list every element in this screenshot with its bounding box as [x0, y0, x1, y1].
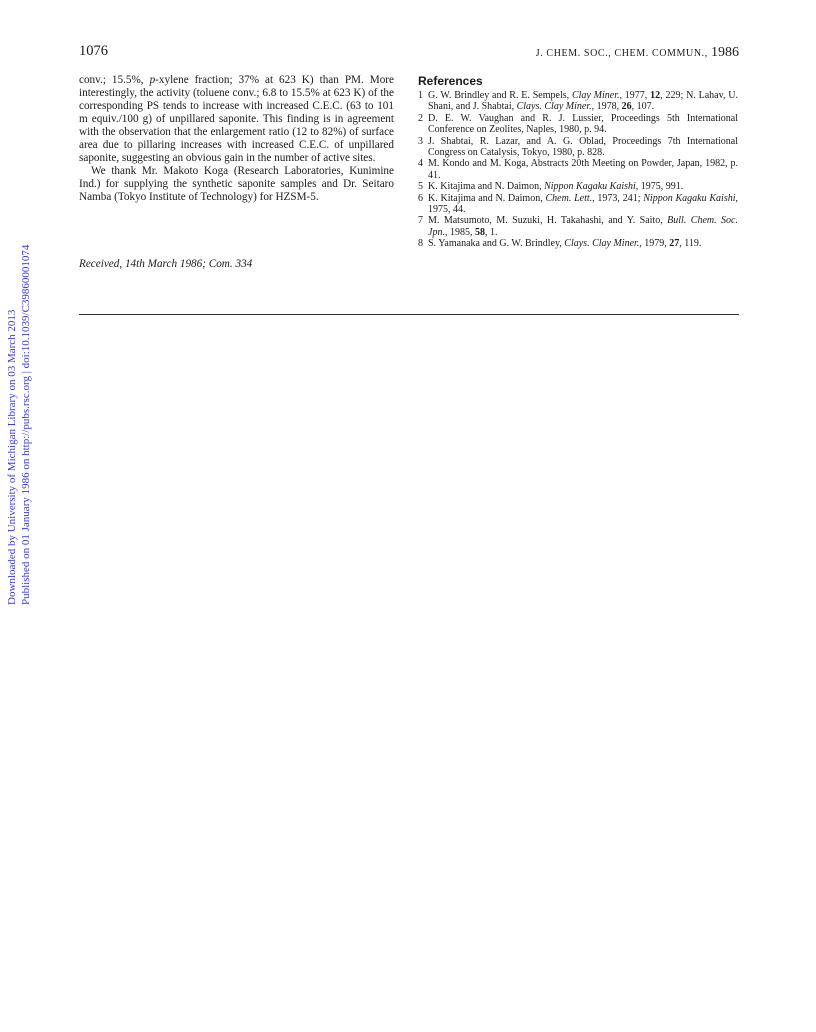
reference-item: 1 G. W. Brindley and R. E. Sempels, Clay Miner., 1977, 12, 229; N. Lahav, U. Shani, and J. Shabtai, Clays. Clay Miner., 1978, 26, 107.	[418, 90, 738, 113]
page-number: 1076	[79, 43, 108, 59]
reference-item: 8 S. Yamanaka and G. W. Brindley, Clays. Clay Miner., 1979, 27, 119.	[418, 238, 702, 250]
references-list	[418, 90, 738, 250]
received-line: Received, 14th March 1986; Com. 334	[79, 258, 253, 270]
journal-name: J. CHEM. SOC., CHEM. COMMUN.,	[535, 48, 708, 59]
reference-item: 3 J. Shabtai, R. Lazar, and A. G. Oblad, Proceedings 7th International Congress on Catalysis, Tokyo, 1980, p. 828.	[418, 135, 738, 159]
doi-link[interactable]: Published on 01 January 1986 on http://pubs.rsc.org | doi:10.1039/C39860001074	[20, 244, 32, 605]
journal-year: 1986	[711, 45, 739, 60]
bottom-rule	[79, 314, 739, 315]
reference-item: 4 M. Kondo and M. Koga, Abstracts 20th Meeting on Powder, Japan, 1982, p. 41.	[418, 158, 738, 181]
acknowledgement-paragraph: We thank Mr. Makoto Koga (Research Laboratories, Kunimine Ind.) for supplying the synthetic saponite samples and Dr. Seitaro Namba (Tokyo Institute of Technology) for HZSM-5.	[79, 165, 394, 203]
download-line: Downloaded by University of Michigan Library on 03 March 2013	[6, 309, 18, 605]
body-paragraph-1: conv.; 15.5%, p-xylene fraction; 37% at 623 K) than PM. More interestingly, the activity (toluene conv.; 6.8 to 15.5% at 623 K) of the corresponding PS tends to increase with increased C.E.C. (63 to 101 m equiv./100 g) of unpillared saponite. This finding is in agreement with the observation that the enlargement ratio (12 to 82%) of surface area due to pillaring increases with increased C.E.C. of unpillared saponite, suggesting an obvious gain in the number of active sites.	[79, 74, 394, 164]
reference-item: 5 K. Kitajima and N. Daimon, Nippon Kagaku Kaishi, 1975, 991.	[418, 181, 684, 193]
download-watermark	[4, 244, 36, 965]
running-head	[536, 45, 739, 61]
reference-item: 2 D. E. W. Vaughan and R. J. Lussier, Proceedings 5th International Conference on Zeolites, Naples, 1980, p. 94.	[418, 112, 738, 136]
reference-item: 7 M. Matsumoto, M. Suzuki, H. Takahashi, and Y. Saito, Bull. Chem. Soc. Jpn., 1985, 58, 1.	[418, 215, 738, 238]
reference-item: 6 K. Kitajima and N. Daimon, Chem. Lett., 1973, 241; Nippon Kagaku Kaishi, 1975, 44.	[418, 192, 738, 216]
body-column	[79, 74, 394, 204]
references-heading: References	[418, 74, 483, 88]
references-column	[418, 74, 738, 250]
